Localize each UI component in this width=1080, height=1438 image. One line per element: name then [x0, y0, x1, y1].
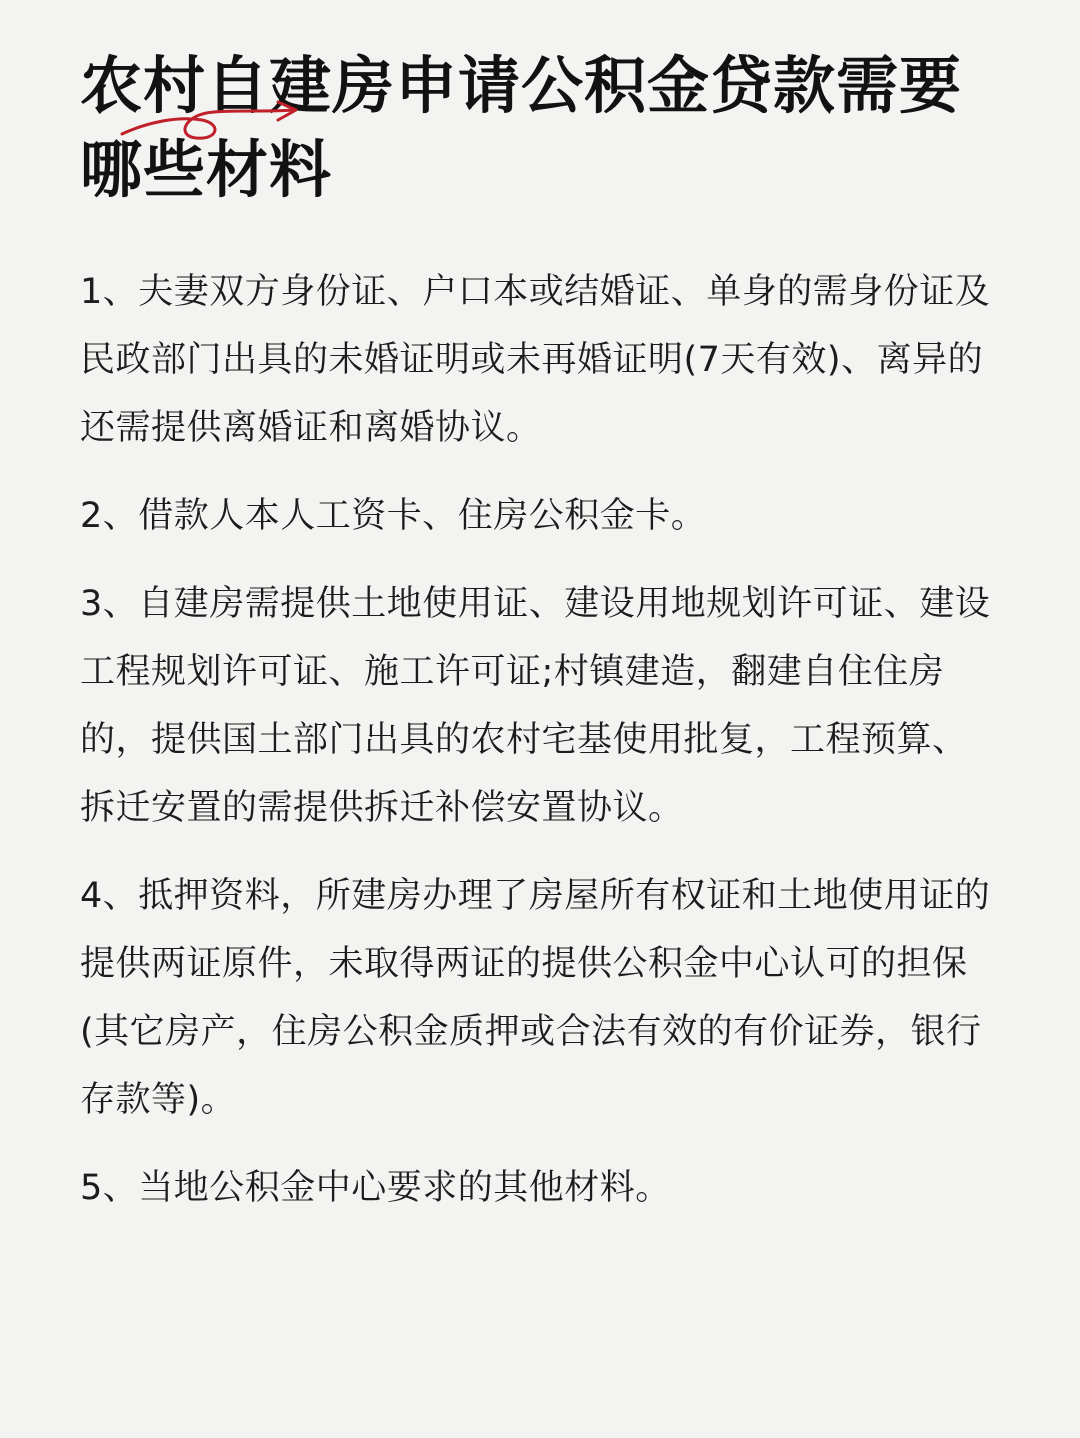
list-item-5: 5、当地公积金中心要求的其他材料。	[80, 1168, 671, 1208]
list-item-1: 1、夫妻双方身份证、户口本或结婚证、单身的需身份证及民政部门出具的未婚证明或未再婚证明(7天有效)、离异的还需提供离婚证和离婚协议。	[80, 272, 991, 448]
list-item-3: 3、自建房需提供土地使用证、建设用地规划许可证、建设工程规划许可证、施工许可证;村镇建造，翻建自住住房的，提供国土部门出具的农村宅基使用批复，工程预算、拆迁安置的需提供拆迁补偿安置协议。	[80, 584, 991, 828]
materials-list	[80, 258, 1000, 1242]
arrow-icon	[118, 98, 308, 158]
list-item-2: 2、借款人本人工资卡、住房公积金卡。	[80, 496, 707, 536]
page-title: 农村自建房申请公积金贷款需要哪些材料	[80, 49, 963, 206]
list-item-4: 4、抵押资料，所建房办理了房屋所有权证和土地使用证的提供两证原件，未取得两证的提供公积金中心认可的担保(其它房产，住房公积金质押或合法有效的有价证券，银行存款等)。	[80, 876, 991, 1120]
